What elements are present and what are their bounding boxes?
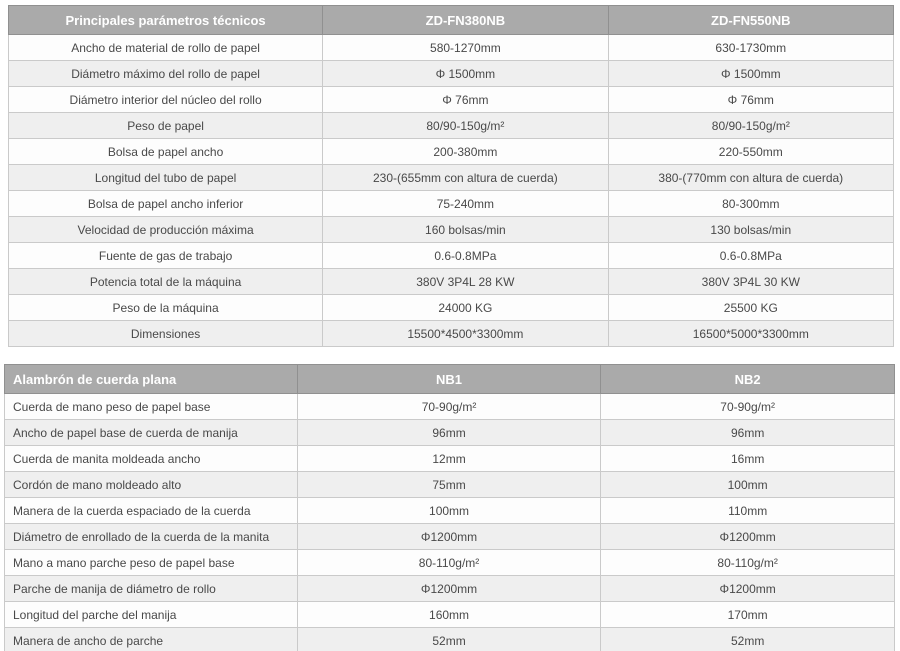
table-row <box>5 446 895 472</box>
param-value: Φ 1500mm <box>608 61 893 87</box>
param-label: Diámetro interior del núcleo del rollo <box>9 87 323 113</box>
param-value: 70-90g/m² <box>601 394 895 420</box>
param-value: 80-110g/m² <box>297 550 600 576</box>
param-label: Cuerda de manita moldeada ancho <box>5 446 298 472</box>
param-value: Φ1200mm <box>297 576 600 602</box>
param-value: Φ 1500mm <box>323 61 608 87</box>
param-label: Cordón de mano moldeado alto <box>5 472 298 498</box>
model-nb2-header: NB2 <box>601 365 895 394</box>
main-parameters-table <box>8 5 894 347</box>
model-nb1-header: NB1 <box>297 365 600 394</box>
param-value: 80-300mm <box>608 191 893 217</box>
param-value: 170mm <box>601 602 895 628</box>
param-value: Φ1200mm <box>297 524 600 550</box>
param-label: Bolsa de papel ancho inferior <box>9 191 323 217</box>
param-label: Diámetro de enrollado de la cuerda de la manita <box>5 524 298 550</box>
param-value: 24000 KG <box>323 295 608 321</box>
table-row <box>9 87 894 113</box>
param-value: 380V 3P4L 28 KW <box>323 269 608 295</box>
param-value: 130 bolsas/min <box>608 217 893 243</box>
param-label: Peso de la máquina <box>9 295 323 321</box>
param-value: 230-(655mm con altura de cuerda) <box>323 165 608 191</box>
table-row <box>9 61 894 87</box>
param-value: 25500 KG <box>608 295 893 321</box>
table-row <box>5 628 895 651</box>
table-row <box>9 269 894 295</box>
table-row <box>5 550 895 576</box>
table-row <box>9 321 894 347</box>
param-value: Φ1200mm <box>601 576 895 602</box>
main-parameters-title: Principales parámetros técnicos <box>9 6 323 35</box>
flat-rope-header-row <box>5 365 895 394</box>
param-label: Ancho de material de rollo de papel <box>9 35 323 61</box>
model-zd-fn550nb-header: ZD-FN550NB <box>608 6 893 35</box>
param-label: Longitud del tubo de papel <box>9 165 323 191</box>
param-value: 75mm <box>297 472 600 498</box>
param-label: Cuerda de mano peso de papel base <box>5 394 298 420</box>
table-row <box>9 113 894 139</box>
table-row <box>5 576 895 602</box>
param-value: 52mm <box>297 628 600 651</box>
flat-rope-table <box>4 364 895 651</box>
param-value: 0.6-0.8MPa <box>323 243 608 269</box>
param-value: 16mm <box>601 446 895 472</box>
table-row <box>5 472 895 498</box>
param-value: 580-1270mm <box>323 35 608 61</box>
param-value: Φ 76mm <box>608 87 893 113</box>
param-value: 96mm <box>601 420 895 446</box>
param-value: 380-(770mm con altura de cuerda) <box>608 165 893 191</box>
param-label: Mano a mano parche peso de papel base <box>5 550 298 576</box>
table-row <box>9 217 894 243</box>
param-value: 16500*5000*3300mm <box>608 321 893 347</box>
param-value: 110mm <box>601 498 895 524</box>
param-value: 96mm <box>297 420 600 446</box>
param-label: Parche de manija de diámetro de rollo <box>5 576 298 602</box>
param-value: 80/90-150g/m² <box>608 113 893 139</box>
param-value: 630-1730mm <box>608 35 893 61</box>
param-value: 220-550mm <box>608 139 893 165</box>
param-label: Velocidad de producción máxima <box>9 217 323 243</box>
param-label: Peso de papel <box>9 113 323 139</box>
param-label: Ancho de papel base de cuerda de manija <box>5 420 298 446</box>
param-value: 80/90-150g/m² <box>323 113 608 139</box>
param-label: Dimensiones <box>9 321 323 347</box>
param-value: 100mm <box>297 498 600 524</box>
flat-rope-body <box>5 394 895 651</box>
param-label: Manera de la cuerda espaciado de la cuerda <box>5 498 298 524</box>
flat-rope-title: Alambrón de cuerda plana <box>5 365 298 394</box>
table-row <box>9 191 894 217</box>
param-value: 12mm <box>297 446 600 472</box>
table-row <box>5 498 895 524</box>
table-row <box>5 420 895 446</box>
param-value: 80-110g/m² <box>601 550 895 576</box>
table-row <box>9 243 894 269</box>
model-zd-fn380nb-header: ZD-FN380NB <box>323 6 608 35</box>
param-label: Manera de ancho de parche <box>5 628 298 651</box>
param-value: 70-90g/m² <box>297 394 600 420</box>
param-value: 380V 3P4L 30 KW <box>608 269 893 295</box>
table-row <box>5 394 895 420</box>
table-row <box>5 524 895 550</box>
param-value: 0.6-0.8MPa <box>608 243 893 269</box>
param-label: Fuente de gas de trabajo <box>9 243 323 269</box>
table-row <box>5 602 895 628</box>
table-row <box>9 165 894 191</box>
main-parameters-body <box>9 35 894 347</box>
param-label: Potencia total de la máquina <box>9 269 323 295</box>
param-value: 100mm <box>601 472 895 498</box>
param-value: Φ 76mm <box>323 87 608 113</box>
table-row <box>9 35 894 61</box>
param-value: Φ1200mm <box>601 524 895 550</box>
param-label: Longitud del parche del manija <box>5 602 298 628</box>
param-value: 75-240mm <box>323 191 608 217</box>
table-row <box>9 139 894 165</box>
table-row <box>9 295 894 321</box>
param-value: 160 bolsas/min <box>323 217 608 243</box>
param-value: 52mm <box>601 628 895 651</box>
main-parameters-header-row <box>9 6 894 35</box>
param-value: 200-380mm <box>323 139 608 165</box>
param-value: 15500*4500*3300mm <box>323 321 608 347</box>
param-label: Diámetro máximo del rollo de papel <box>9 61 323 87</box>
param-value: 160mm <box>297 602 600 628</box>
param-label: Bolsa de papel ancho <box>9 139 323 165</box>
